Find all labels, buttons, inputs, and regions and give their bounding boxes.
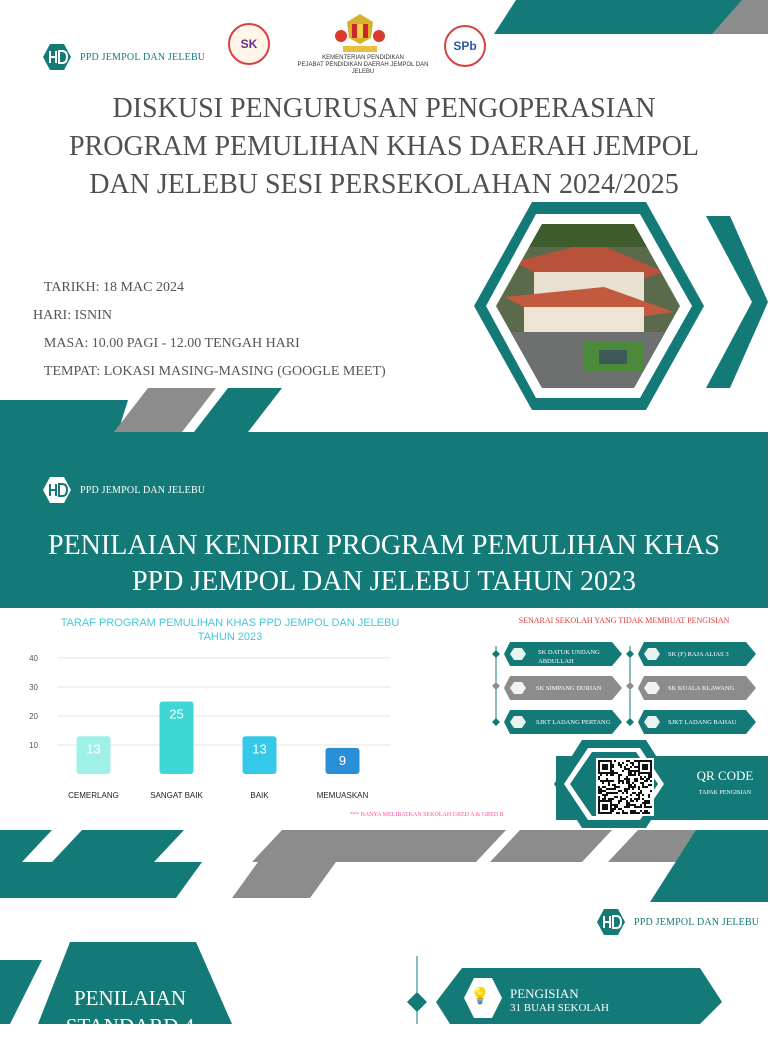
- slide-2-title: [0, 528, 768, 600]
- title-line-3: DAN JELEBU SESI PERSEKOLAHAN 2024/2025: [89, 169, 679, 200]
- x-tick-label: MEMUASKAN: [316, 791, 369, 800]
- chart-note: *** HANYA MELIBATKAN SEKOLAH GRED A & GRED B: [350, 812, 504, 818]
- slide-3: [0, 902, 768, 1038]
- school-item: SK SIMPANG DURIAN: [536, 685, 602, 692]
- school-logo-text: SK: [240, 37, 258, 51]
- school-item: SK (F) RAJA ALIAS 3: [668, 651, 729, 658]
- qr-code-icon[interactable]: [596, 758, 654, 816]
- chart-title-line-2: TAHUN 2023: [197, 631, 263, 643]
- brand-logo-2: [42, 476, 205, 504]
- ministry-crest-icon: [333, 12, 387, 56]
- school-logo: [228, 23, 270, 65]
- heading-line-2: STANDARD 4: [65, 1014, 195, 1038]
- y-tick-label: 20: [29, 712, 38, 721]
- hexagon-logo-icon: [42, 43, 72, 71]
- info-venue: TEMPAT: LOKASI MASING-MASING (GOOGLE MEET): [33, 364, 375, 379]
- y-tick-label: 10: [29, 741, 38, 750]
- data-label: 9: [338, 752, 347, 768]
- chart-title: [40, 616, 420, 644]
- school-item: SJKT LADANG BAHAU: [668, 719, 737, 726]
- bottom-band-decoration: [0, 388, 768, 432]
- data-label: 25: [169, 706, 184, 722]
- info-time: MASA: 10.00 PAGI - 12.00 TENGAH HARI: [33, 336, 289, 351]
- spb-logo: [444, 25, 486, 67]
- building-photo-frame: [474, 202, 768, 412]
- hexagon-logo-icon: [42, 476, 72, 504]
- school-item: SJKT LADANG PERTANG: [536, 719, 611, 726]
- pengisian-label: PENGISIAN: [510, 986, 579, 1001]
- x-tick-label: SANGAT BAIK: [150, 791, 203, 800]
- title-line-1: PENILAIAN KENDIRI PROGRAM PEMULIHAN KHAS: [48, 530, 720, 561]
- info-day: HARI: ISNIN: [33, 308, 112, 323]
- slide-2: [0, 432, 768, 902]
- title-line-2: PROGRAM PEMULIHAN KHAS DAERAH JEMPOL: [68, 131, 700, 162]
- ministry-caption: [288, 55, 438, 76]
- data-label: 13: [86, 741, 101, 757]
- x-tick-label: BAIK: [250, 791, 269, 800]
- top-banner-decoration: [480, 0, 768, 36]
- spb-logo-text: SPb: [453, 39, 477, 53]
- title-line-2: PPD JEMPOL DAN JELEBU TAHUN 2023: [131, 566, 637, 597]
- office-name: PEJABAT PENDIDIKAN DAERAH JEMPOL DAN JELEBU: [297, 62, 429, 75]
- data-label: 13: [252, 741, 267, 757]
- ministry-name: KEMENTERIAN PENDIDIKAN: [322, 55, 404, 61]
- y-tick-label: 30: [29, 683, 38, 692]
- building-photo: [474, 202, 704, 410]
- qr-panel: [556, 738, 768, 832]
- y-tick-label: 40: [29, 654, 38, 663]
- x-tick-label: CEMERLANG: [68, 791, 119, 800]
- penilaian-heading: [50, 984, 210, 1040]
- title-line-1: DISKUSI PENGURUSAN PENGOPERASIAN: [112, 93, 656, 124]
- missing-schools-title: SENARAI SEKOLAH YANG TIDAK MEMBUAT PENGISIAN: [518, 616, 730, 625]
- bottom-band-decoration: [0, 830, 768, 902]
- qr-title: QR CODE: [696, 768, 754, 783]
- school-item: SK KUALA KLAWANG: [668, 685, 735, 692]
- info-date: TARIKH: 18 MAC 2024: [33, 280, 174, 295]
- bar-chart: [20, 644, 400, 804]
- qr-subtitle: TAPAK PENGISIAN: [698, 790, 752, 796]
- heading-line-1: PENILAIAN: [74, 986, 186, 1010]
- slide-1-title: [0, 90, 768, 204]
- hexagon-logo-icon: [596, 908, 626, 936]
- chart-title-line-1: TARAF PROGRAM PEMULIHAN KHAS PPD JEMPOL DAN JELEBU: [60, 617, 400, 629]
- pengisian-count: 31 BUAH SEKOLAH: [510, 1002, 609, 1014]
- brand-logo-3: [596, 908, 759, 936]
- school-item: SK DATUK UNDANG ABDULLAH: [538, 649, 600, 665]
- brand-name: PPD JEMPOL DAN JELEBU: [80, 484, 206, 496]
- lightbulb-icon: 💡: [470, 988, 490, 1005]
- brand-logo: [42, 43, 205, 71]
- brand-name: PPD JEMPOL DAN JELEBU: [80, 51, 206, 63]
- brand-name: PPD JEMPOL DAN JELEBU: [634, 916, 760, 928]
- slide-1: [0, 0, 768, 432]
